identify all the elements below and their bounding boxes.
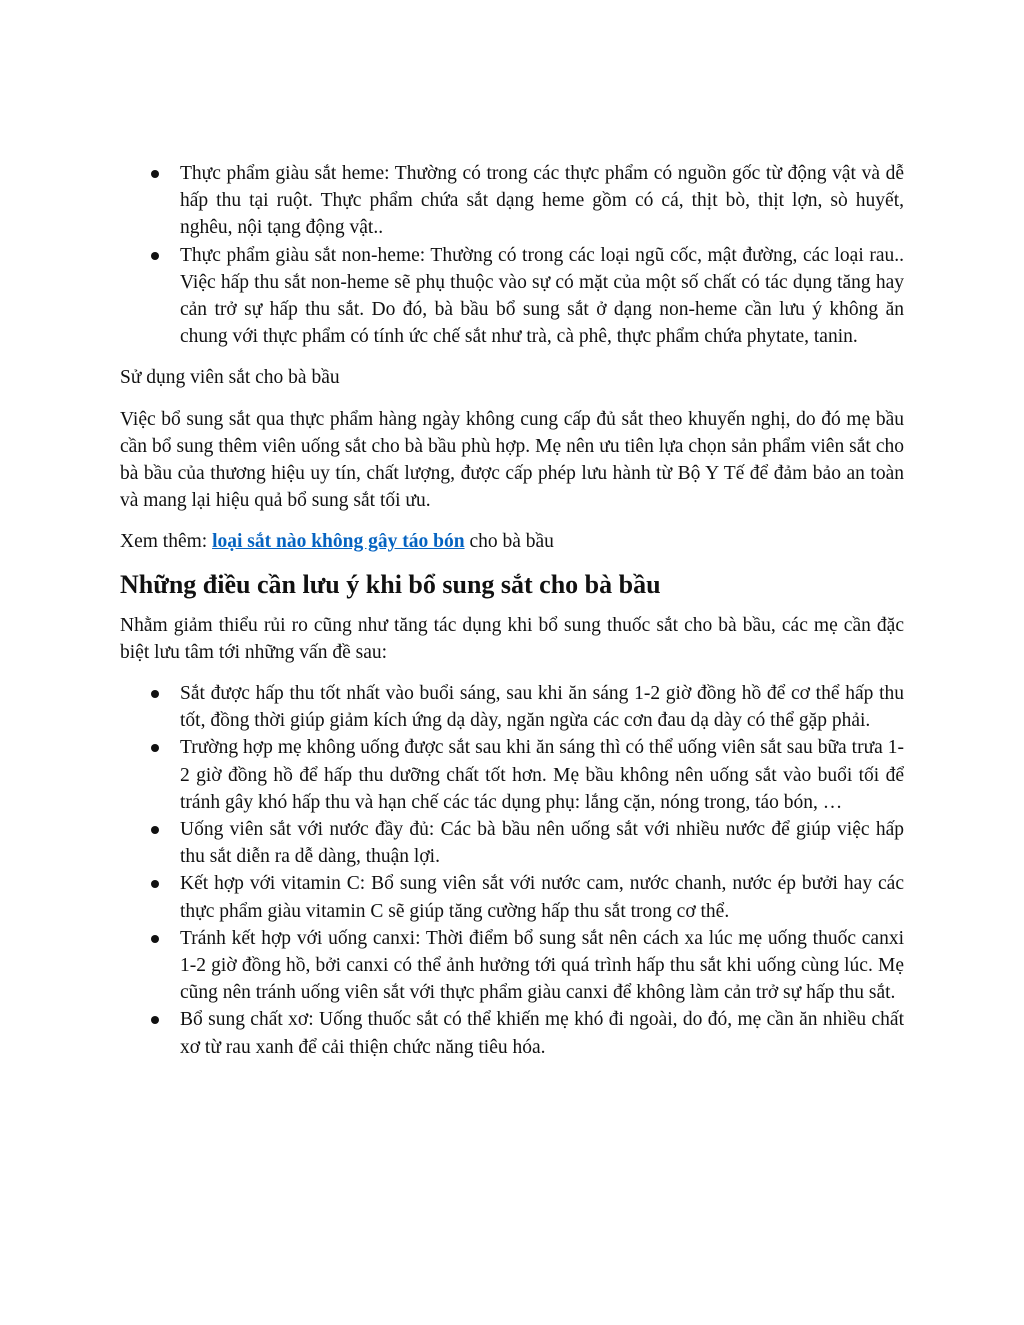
bullet-icon [151,744,159,752]
list-item [120,870,904,924]
bullet-icon [151,170,159,178]
bullet-icon [151,252,159,260]
see-more-prefix: Xem thêm: [120,531,213,553]
bullet-icon [151,826,159,834]
see-more-line [120,528,904,555]
see-more-link[interactable]: loại sắt nào không gây táo bón [212,531,465,553]
bullet-icon [151,880,159,888]
list-item-text: Thực phẩm giàu sắt non-heme: Thường có trong các loại ngũ cốc, mật đường, các loại rau.. Việc hấp thu sắt non-heme sẽ phụ thuộc vào sự có mặt của một số chất có tác dụng tăng hay cản trở sự hấp thu sắt. Do đó, bà bầu bổ sung sắt ở dạng non-heme cần lưu ý không ăn chung với thực phẩm có tính ức chế sắt như trà, cà phê, thực phẩm chứa phytate, tanin. [180,244,904,348]
bullet-icon [151,935,159,943]
list-item-text: Sắt được hấp thu tốt nhất vào buổi sáng, sau khi ăn sáng 1-2 giờ đồng hồ để cơ thể hấp thu tốt, đồng thời giúp giảm kích ứng dạ dày, ngăn ngừa các cơn đau dạ dày có thể gặp phải. [180,683,904,732]
heme-types-list [120,160,904,350]
list-item-text: Kết hợp với vitamin C: Bổ sung viên sắt với nước cam, nước chanh, nước ép bưởi hay các thực phẩm giàu vitamin C sẽ giúp tăng cường hấp thu sắt trong cơ thể. [180,873,904,922]
list-item-text: Bổ sung chất xơ: Uống thuốc sắt có thể khiến mẹ khó đi ngoài, do đó, mẹ cần ăn nhiều chất xơ từ rau xanh để cải thiện chức năng tiêu hóa. [180,1009,904,1058]
subheading: Sử dụng viên sắt cho bà bầu [120,367,340,389]
bullet-icon [151,1016,159,1024]
list-item-text: Tránh kết hợp với uống canxi: Thời điểm bổ sung sắt nên cách xa lúc mẹ uống thuốc canxi 1-2 giờ đồng hồ, bởi canxi có thể ảnh hưởng tới quá trình hấp thu sắt khi uống cùng lúc. Mẹ cũng nên tránh uống viên sắt với thực phẩm giàu canxi để không làm cản trở sự hấp thu sắt. [180,927,904,1004]
list-item [120,734,904,816]
list-item [120,1006,904,1060]
list-item [120,680,904,734]
section-heading: Những điều cần lưu ý khi bổ sung sắt cho bà bầu [120,569,661,599]
document-page [120,160,904,1061]
list-item [120,242,904,351]
list-item [120,816,904,870]
bullet-icon [151,690,159,698]
list-item-text: Trường hợp mẹ không uống được sắt sau khi ăn sáng thì có thể uống viên sắt sau bữa trưa 1-2 giờ đồng hồ để hấp thu dưỡng chất tốt hơn. Mẹ bầu không nên uống sắt vào buổi tối để tránh gây khó hấp thu và hạn chế các tác dụng phụ: lắng cặn, nóng trong, táo bón, … [180,737,904,813]
list-item [120,160,904,242]
iron-supplement-paragraph: Việc bổ sung sắt qua thực phẩm hàng ngày không cung cấp đủ sắt theo khuyến nghị, do đó mẹ bầu cần bổ sung thêm viên uống sắt cho bà bầu phù hợp. Mẹ nên ưu tiên lựa chọn sản phẩm viên sắt cho bà bầu của thương hiệu uy tín, chất lượng, được cấp phép lưu hành từ Bộ Y Tế để đảm bảo an toàn và mang lại hiệu quả bổ sung sắt tối ưu. [120,408,904,512]
tips-list [120,680,904,1061]
list-item-text: Uống viên sắt với nước đầy đủ: Các bà bầu nên uống sắt với nhiều nước để giúp việc hấp thu sắt diễn ra dễ dàng, thuận lợi. [180,819,904,868]
list-item-text: Thực phẩm giàu sắt heme: Thường có trong các thực phẩm có nguồn gốc từ động vật và dễ hấp thu tại ruột. Thực phẩm chứa sắt dạng heme gồm có cá, thịt bò, thịt lợn, sò huyết, nghêu, nội tạng động vật.. [180,163,904,239]
list-item [120,925,904,1007]
see-more-suffix: cho bà bầu [464,531,554,553]
intro-paragraph: Nhằm giảm thiểu rủi ro cũng như tăng tác dụng khi bổ sung thuốc sắt cho bà bầu, các mẹ cần đặc biệt lưu tâm tới những vấn đề sau: [120,614,904,663]
